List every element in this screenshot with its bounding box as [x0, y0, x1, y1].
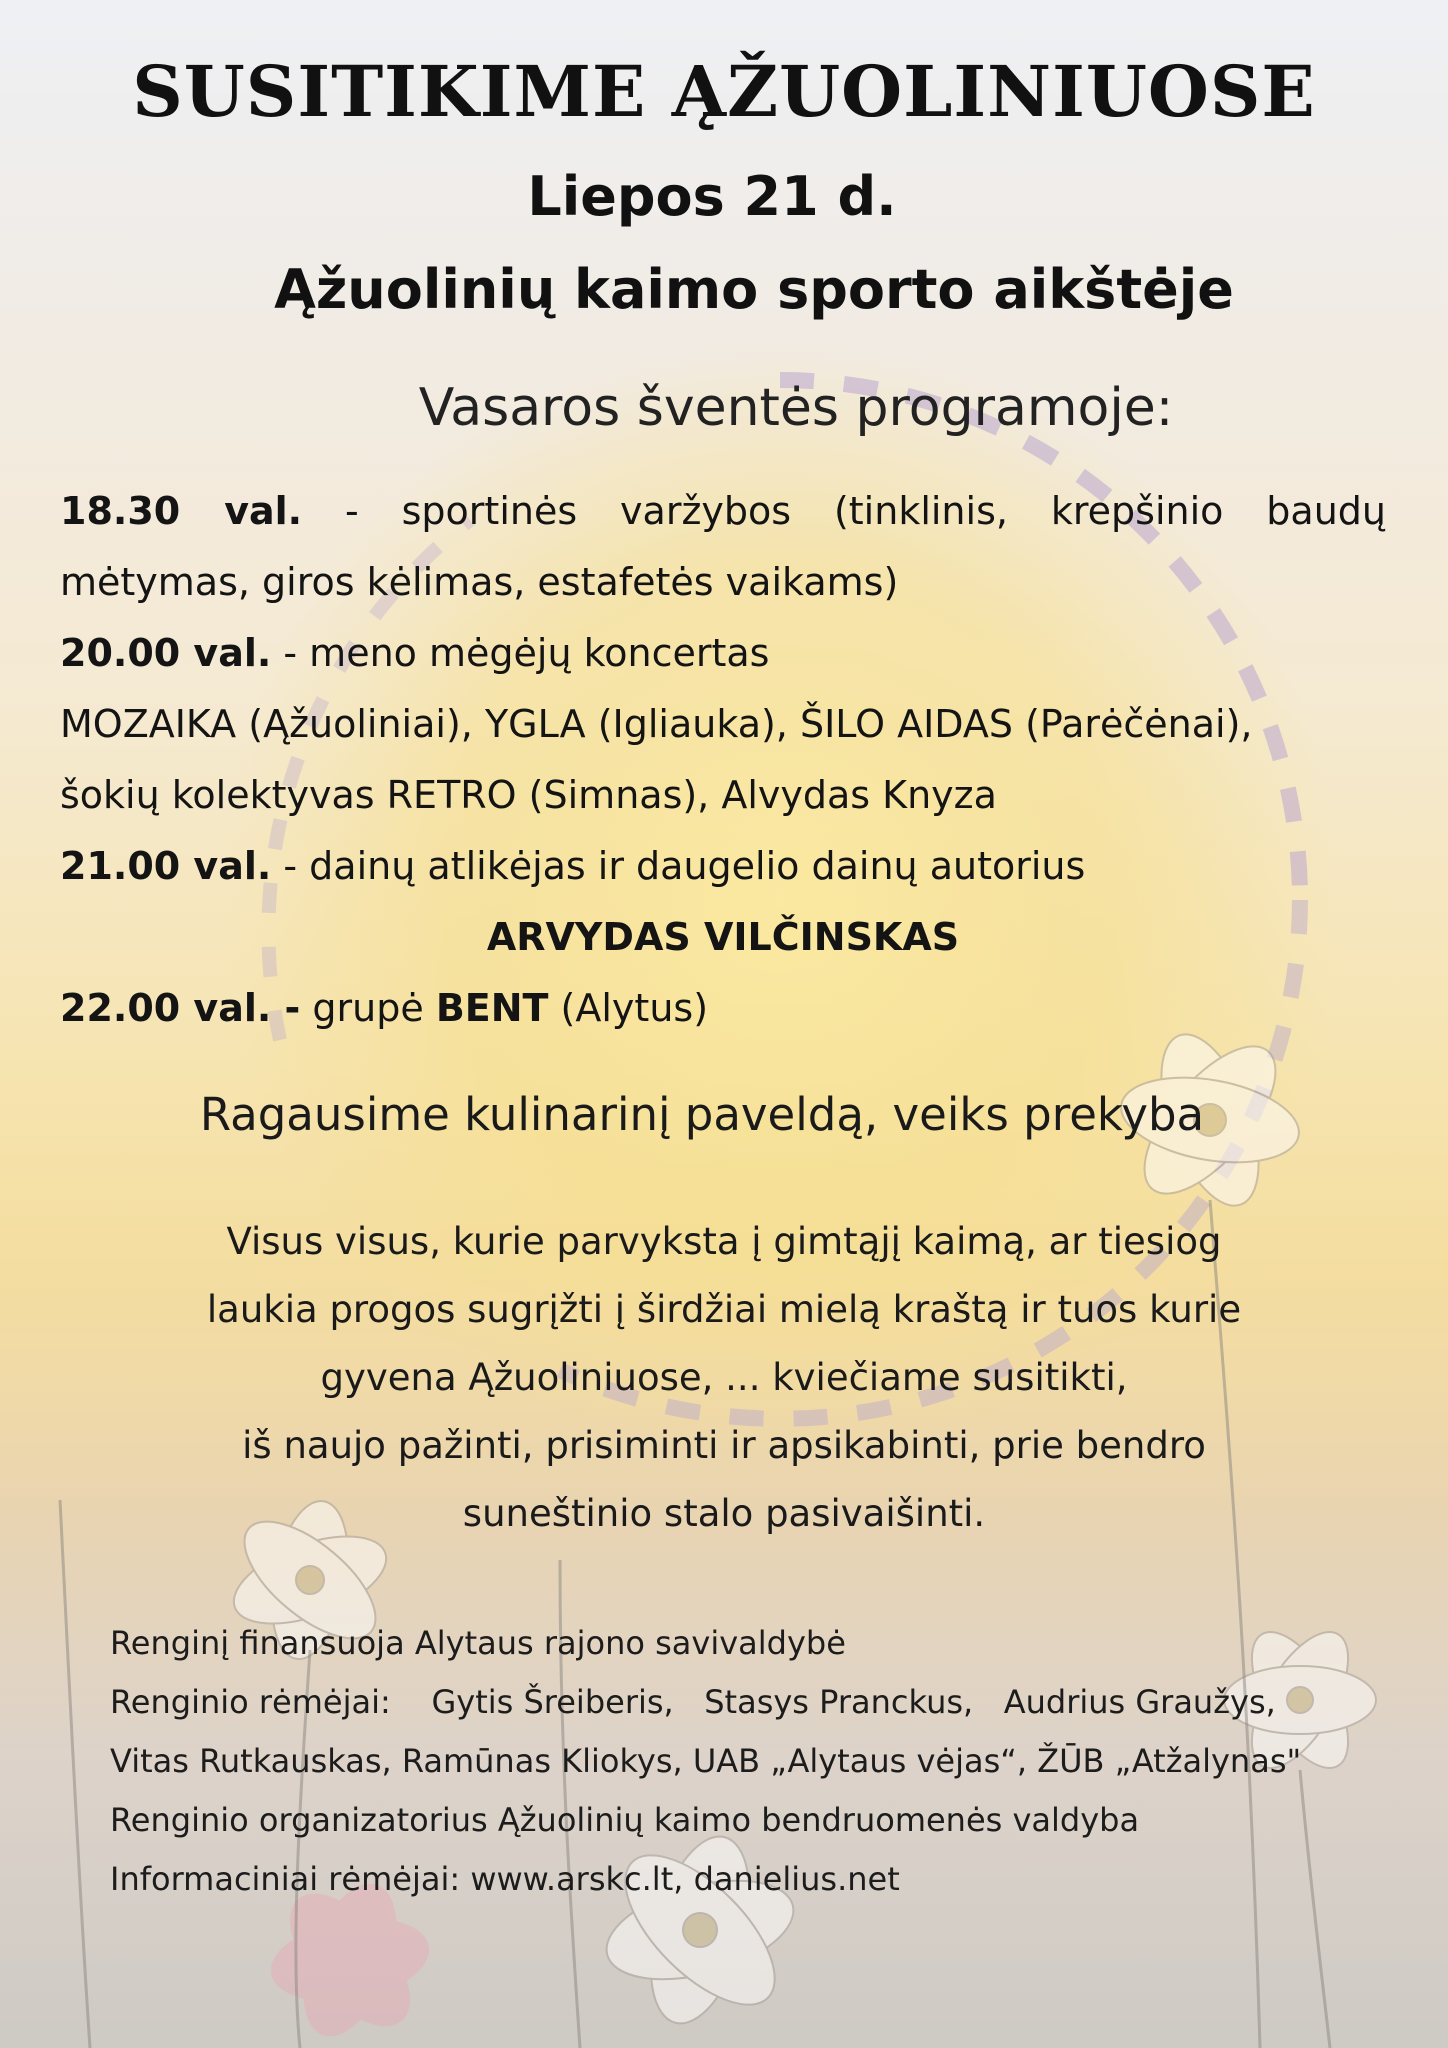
program-desc: - sportinės varžybos (tinklinis, krepšinio baudų	[302, 489, 1386, 533]
invitation-line: suneštinio stalo pasivaišinti.	[462, 1492, 986, 1535]
program-time: 20.00 val.	[60, 631, 272, 675]
program-time: 21.00 val.	[60, 844, 272, 888]
program-time: 22.00 val. -	[60, 986, 301, 1030]
program-desc: - meno mėgėjų koncertas	[271, 631, 770, 675]
program-item-1830-line1	[60, 476, 1386, 547]
credits-line: Informaciniai rėmėjai: www.arskc.lt, danielius.net	[110, 1860, 900, 1898]
performers-line-2: šokių kolektyvas RETRO (Simnas), Alvydas Knyza	[60, 773, 997, 817]
event-date: Liepos 21 d.	[527, 165, 897, 228]
program-item-2000	[60, 618, 1386, 689]
program-item-1830-line2: mėtymas, giros kėlimas, estafetės vaikams)	[60, 560, 899, 604]
program-desc: - dainų atlikėjas ir daugelio dainų autorius	[271, 844, 1086, 888]
performers-line-1: MOZAIKA (Ąžuoliniai), YGLA (Igliauka), ŠILO AIDAS (Parėčėnai),	[60, 702, 1253, 746]
program-desc-location: (Alytus)	[548, 986, 709, 1030]
band-name: BENT	[435, 986, 549, 1030]
program-item-2100	[60, 831, 1386, 902]
invitation-text	[0, 1208, 1448, 1548]
invitation-line: Visus visus, kurie parvyksta į gimtąjį kaimą, ar tiesiog	[226, 1220, 1222, 1263]
credits-block	[110, 1614, 1430, 1909]
program-item-2200	[60, 973, 1386, 1044]
headliner-name: ARVYDAS VILČINSKAS	[486, 915, 960, 959]
invitation-line: gyvena Ąžuoliniuose, ... kviečiame susitikti,	[320, 1356, 1128, 1399]
program-desc: grupė	[300, 986, 436, 1030]
program-time: 18.30 val.	[60, 489, 303, 533]
invitation-line: iš naujo pažinti, prisiminti ir apsikabinti, prie bendro	[242, 1424, 1206, 1467]
food-announcement: Ragausime kulinarinį paveldą, veiks prekyba	[199, 1088, 1205, 1141]
program-list	[60, 476, 1386, 1044]
credits-line: Vitas Rutkauskas, Ramūnas Kliokys, UAB „Alytaus vėjas“, ŽŪB „Atžalynas"	[110, 1742, 1302, 1780]
credits-line: Renginio rėmėjai: Gytis Šreiberis, Stasys Pranckus, Audrius Graužys,	[110, 1683, 1276, 1721]
program-heading: Vasaros šventės programoje:	[418, 378, 1174, 438]
credits-line: Renginio organizatorius Ąžuolinių kaimo bendruomenės valdyba	[110, 1801, 1140, 1839]
credits-line: Renginį finansuoja Alytaus rajono savivaldybė	[110, 1624, 846, 1662]
event-venue: Ąžuolinių kaimo sporto aikštėje	[274, 258, 1234, 321]
invitation-line: laukia progos sugrįžti į širdžiai mielą kraštą ir tuos kurie	[206, 1288, 1242, 1331]
event-title: SUSITIKIME ĄŽUOLINIUOSE	[132, 50, 1316, 133]
